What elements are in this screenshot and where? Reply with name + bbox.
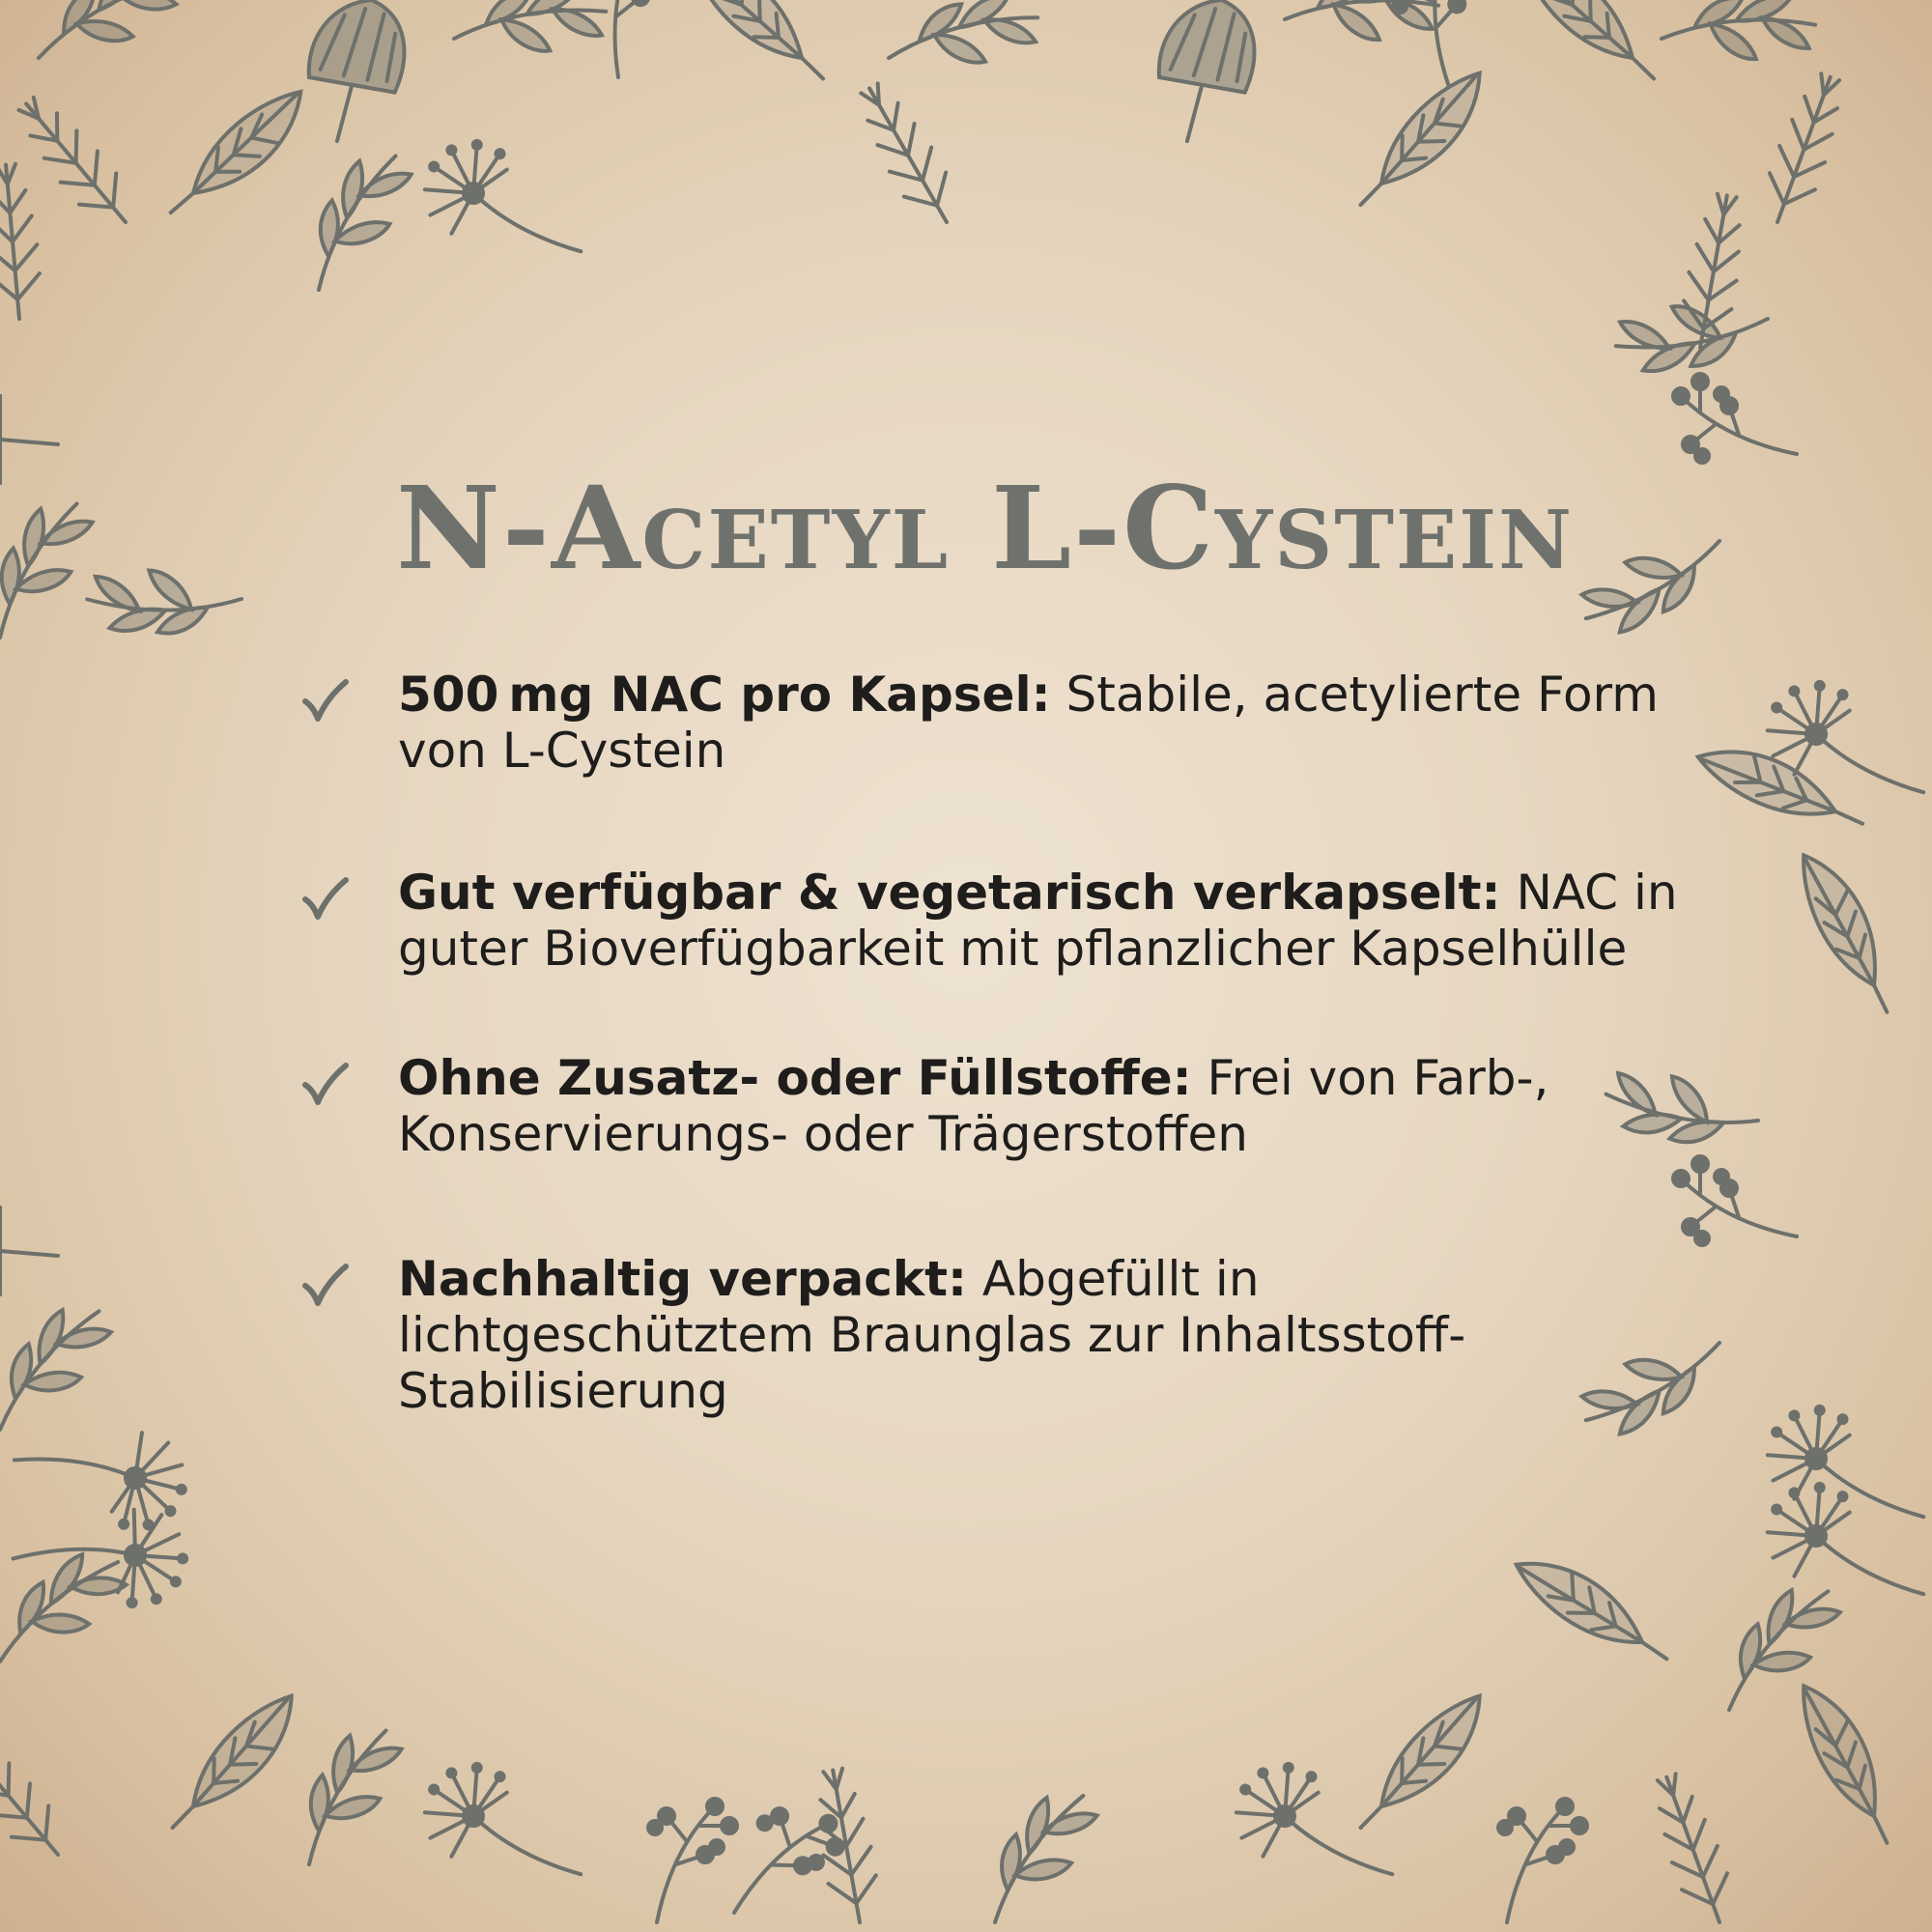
feature-text xyxy=(398,1050,1683,1162)
feature-description: Abgefüllt in lichtgeschütztem Braunglas zur Inhaltsstoff-Stabilisierung xyxy=(398,1251,1466,1419)
feature-text xyxy=(398,1251,1683,1419)
feature-description: NAC in guter Bioverfügbarkeit mit pflanzlicher Kapselhülle xyxy=(398,865,1678,977)
feature-heading: Nachhaltig verpackt: xyxy=(398,1251,968,1307)
feature-text xyxy=(398,865,1683,977)
check-icon xyxy=(301,1261,350,1309)
page-title: N-Acetyl L-Cystein xyxy=(396,461,1574,595)
feature-description: Stabile, acetylierte Form von L-Cystein xyxy=(398,667,1659,779)
check-icon xyxy=(301,676,350,724)
feature-heading: Ohne Zusatz- oder Füllstoffe: xyxy=(398,1050,1192,1106)
check-icon xyxy=(301,1060,350,1108)
feature-heading: Gut verfügbar & vegetarisch verkapselt: xyxy=(398,865,1501,921)
feature-description: Frei von Farb-, Konservierungs- oder Trägerstoffen xyxy=(398,1050,1549,1162)
feature-text xyxy=(398,667,1683,779)
feature-heading: 500 mg NAC pro Kapsel: xyxy=(398,667,1051,723)
check-icon xyxy=(301,874,350,923)
